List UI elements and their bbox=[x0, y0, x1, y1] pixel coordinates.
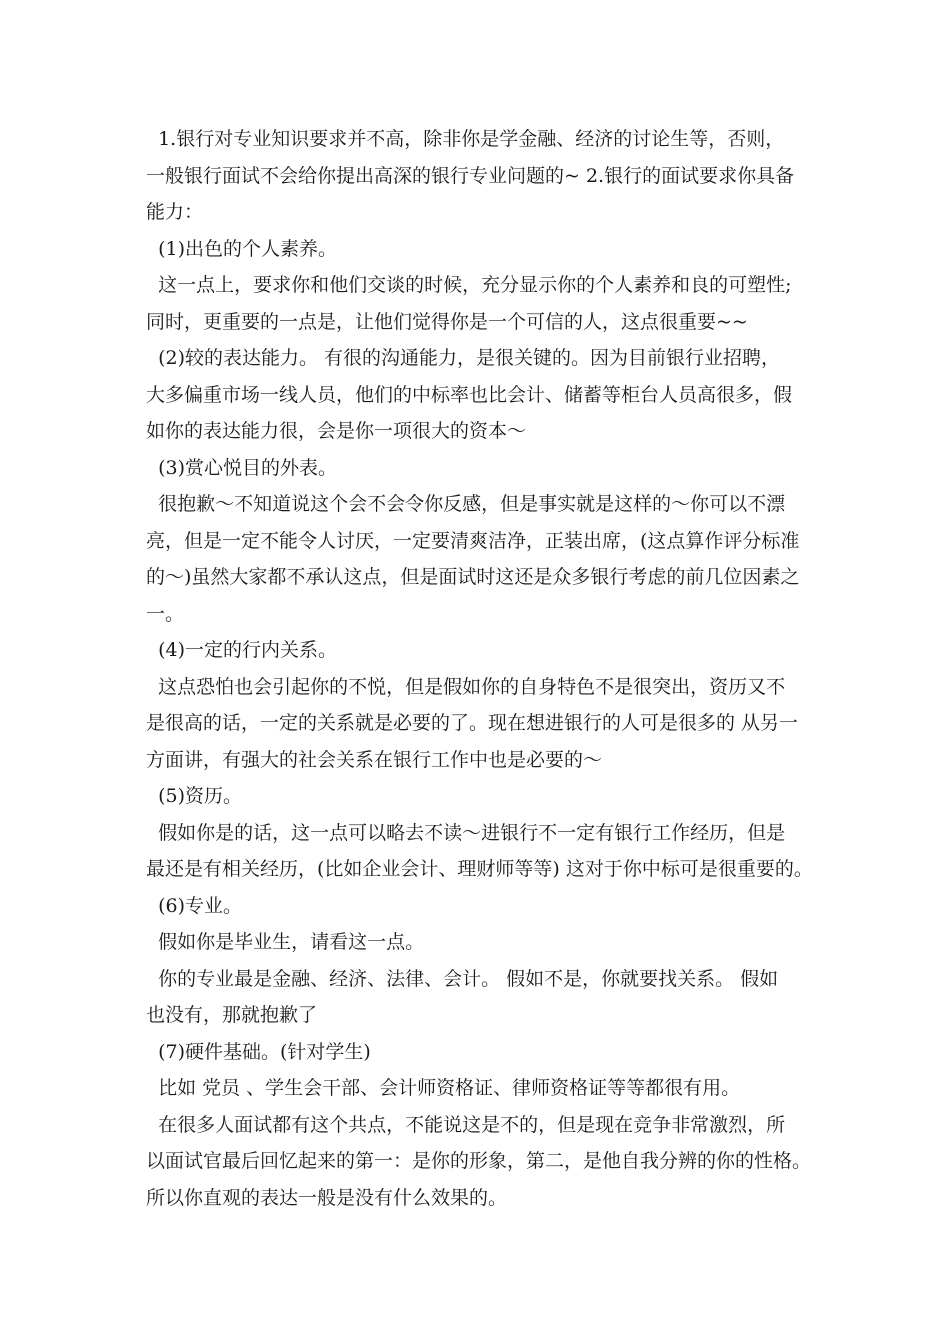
text-line: (1)出色的个人素养。 bbox=[146, 237, 337, 260]
text-line: 这点恐怕也会引起你的不悦，但是假如你的自身特色不是很突出，资历又不 bbox=[146, 675, 786, 698]
text-line: (6)专业。 bbox=[146, 894, 242, 917]
text-line: 是很高的话，一定的关系就是必要的了。现在想进银行的人可是很多的 从另一 bbox=[146, 712, 799, 734]
document-body bbox=[146, 121, 816, 1216]
text-line: 所以你直观的表达一般是没有什么效果的。 bbox=[146, 1186, 508, 1209]
text-line: (5)资历。 bbox=[146, 785, 242, 807]
text-line: 方面讲，有强大的社会关系在银行工作中也是必要的～ bbox=[146, 748, 603, 771]
text-line: 比如 党员 、学生会干部、会计师资格证、律师资格证等等都很有用。 bbox=[146, 1077, 741, 1099]
text-line: 如你的表达能力很，会是你一项很大的资本～ bbox=[146, 420, 527, 442]
text-line: 大多偏重市场一线人员，他们的中标率也比会计、储蓄等柜台人员高很多，假 bbox=[146, 383, 793, 406]
text-line: 在很多人面试都有这个共点，不能说这是不的，但是现在竞争非常激烈，所 bbox=[146, 1113, 786, 1136]
text-line: (4)一定的行内关系。 bbox=[146, 639, 337, 661]
text-line: 一。 bbox=[146, 602, 185, 625]
text-line: 这一点上，要求你和他们交谈的时候，充分显示你的个人素养和良的可塑性; bbox=[146, 274, 792, 296]
text-line: (7)硬件基础。(针对学生) bbox=[146, 1040, 371, 1063]
text-line: 1.银行对专业知识要求并不高，除非你是学金融、经济的讨论生等，否则， bbox=[146, 128, 785, 150]
text-line: 你的专业最是金融、经济、法律、会计。 假如不是，你就要找关系。 假如 bbox=[146, 967, 779, 990]
text-line: 能力： bbox=[146, 201, 204, 223]
text-line: 亮，但是一定不能令人讨厌，一定要清爽洁净，正装出席，(这点算作评分标准 bbox=[146, 529, 800, 552]
text-line: 以面试官最后回忆起来的第一：是你的形象，第二，是他自我分辨的你的性格。 bbox=[146, 1150, 812, 1172]
text-line: 的～)虽然大家都不承认这点，但是面试时这还是众多银行考虑的前几位因素之 bbox=[146, 566, 800, 588]
text-line: 同时，更重要的一点是，让他们觉得你是一个可信的人，这点很重要~~ bbox=[146, 310, 748, 333]
text-line: 最还是有相关经历，(比如企业会计、理财师等等) 这对于你中标可是很重要的。 bbox=[146, 858, 813, 880]
text-line: 一般银行面试不会给你提出高深的银行专业问题的~ 2.银行的面试要求你具备 bbox=[146, 164, 795, 187]
text-line: 假如你是的话，这一点可以略去不读～进银行不一定有银行工作经历，但是 bbox=[146, 821, 786, 844]
text-line: (2)较的表达能力。 有很的沟通能力，是很关键的。因为目前银行业招聘， bbox=[146, 347, 781, 369]
text-line: (3)赏心悦目的外表。 bbox=[146, 456, 337, 479]
text-line: 也没有，那就抱歉了 bbox=[146, 1004, 318, 1026]
text-line: 很抱歉～不知道说这个会不会令你反感，但是事实就是这样的～你可以不漂 bbox=[146, 493, 786, 515]
text-line: 假如你是毕业生，请看这一点。 bbox=[146, 931, 425, 953]
